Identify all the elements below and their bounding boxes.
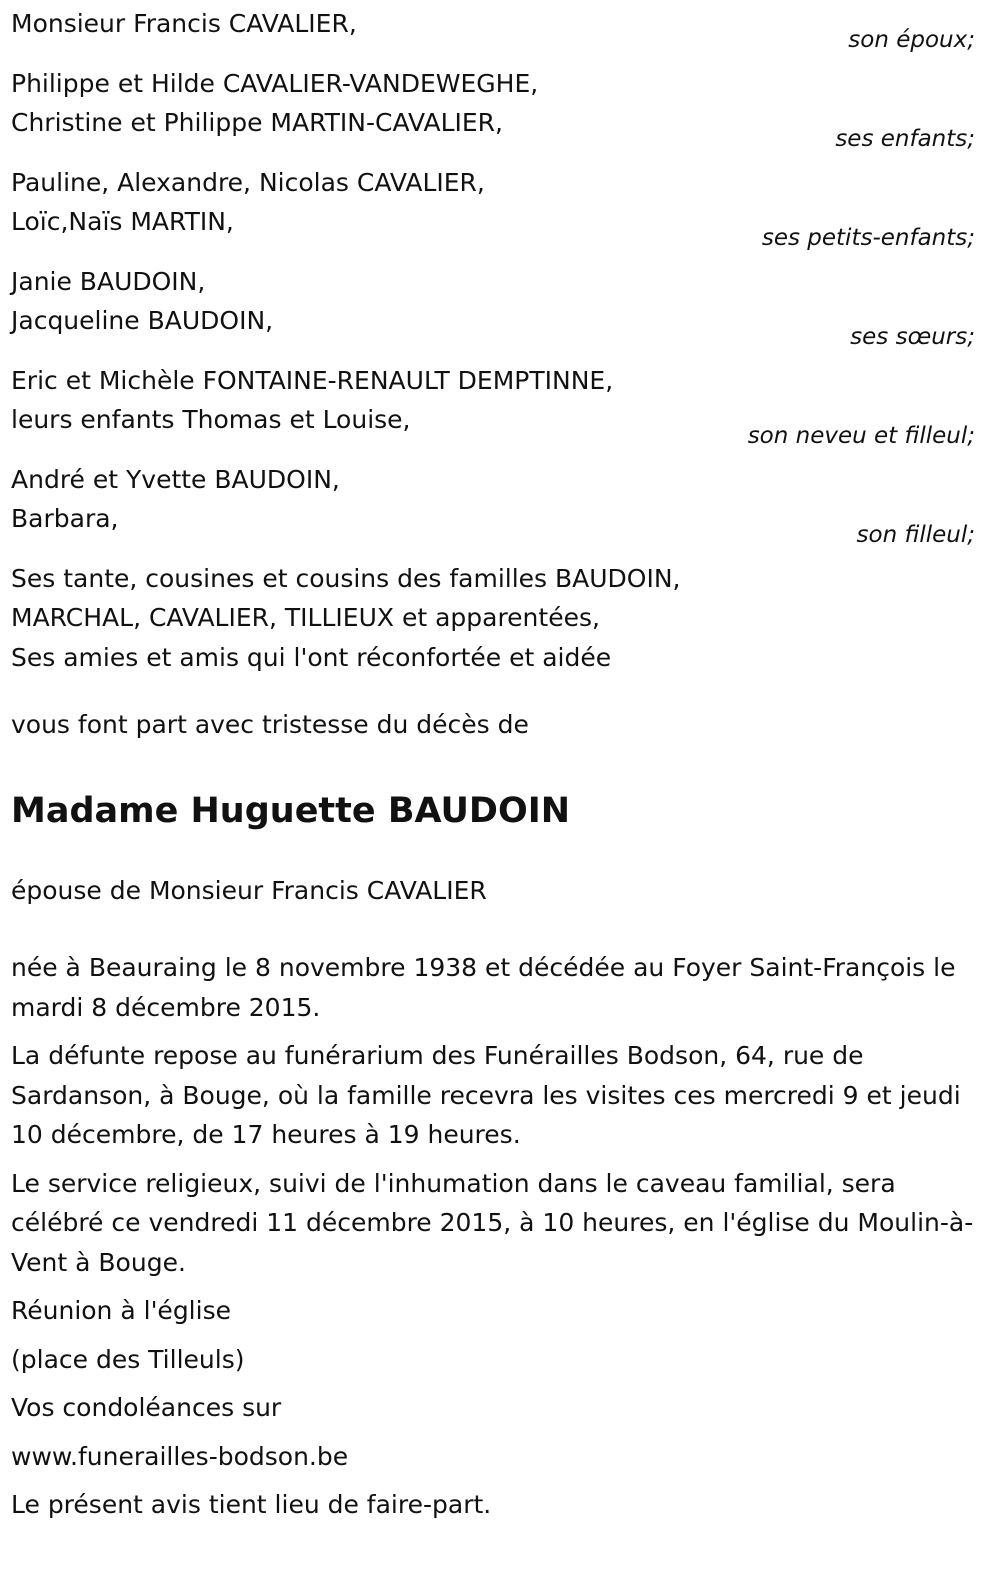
family-name-line: Loïc,Naïs MARTIN, xyxy=(11,207,234,236)
family-name-line: Christine et Philippe MARTIN-CAVALIER, xyxy=(11,108,503,137)
family-relation: ses enfants; xyxy=(835,125,975,152)
other-relatives-line: Ses tante, cousines et cousins des familles BAUDOIN, xyxy=(11,563,681,593)
spouse-line: épouse de Monsieur Francis CAVALIER xyxy=(11,875,487,905)
other-relatives-line: MARCHAL, CAVALIER, TILLIEUX et apparentées, xyxy=(11,603,600,632)
family-name-line: leurs enfants Thomas et Louise, xyxy=(11,405,411,434)
family-group-nephew xyxy=(11,361,975,448)
family-relation: son filleul; xyxy=(856,521,975,548)
family-name-line: Monsieur Francis CAVALIER, xyxy=(11,9,357,38)
family-group-godson xyxy=(11,460,975,547)
family-name-line: Janie BAUDOIN, xyxy=(11,266,206,296)
family-relation: son neveu et filleul; xyxy=(747,422,975,449)
family-name-line: Pauline, Alexandre, Nicolas CAVALIER, xyxy=(11,167,485,197)
meeting-place-line: (place des Tilleuls) xyxy=(11,1344,245,1374)
family-name-line: Philippe et Hilde CAVALIER-VANDEWEGHE, xyxy=(11,68,539,98)
family-group-sisters xyxy=(11,262,975,349)
family-relation: son époux; xyxy=(848,26,975,53)
family-name-line: Eric et Michèle FONTAINE-RENAULT DEMPTINNE, xyxy=(11,365,614,395)
deceased-name: Madame Huguette BAUDOIN xyxy=(11,790,571,831)
family-relation: ses sœurs; xyxy=(850,323,975,350)
announcement-text: vous font part avec tristesse du décès de xyxy=(11,710,529,739)
family-name-line: Barbara, xyxy=(11,504,119,533)
condolences-line: Vos condoléances sur xyxy=(11,1393,282,1422)
other-relatives-line: Ses amies et amis qui l'ont réconfortée et aidée xyxy=(11,642,612,672)
closing-line: Le présent avis tient lieu de faire-part. xyxy=(11,1490,492,1519)
family-name-line: Jacqueline BAUDOIN, xyxy=(11,306,274,335)
other-relatives xyxy=(11,559,975,678)
family-relation: ses petits-enfants; xyxy=(761,224,975,251)
website-link[interactable]: www.funerailles-bodson.be xyxy=(11,1441,349,1471)
visitation-paragraph: La défunte repose au funérarium des Funérailles Bodson, 64, rue de Sardanson, à Bouge, où la famille recevra les visites ces mercredi 9 et jeudi 10 décembre, de 17 heures à 19 heures. xyxy=(11,1041,961,1149)
family-group-children xyxy=(11,64,975,151)
family-group-spouse xyxy=(11,4,975,52)
service-paragraph: Le service religieux, suivi de l'inhumation dans le caveau familial, sera célébré ce vendredi 11 décembre 2015, à 10 heures, en l'église du Moulin-à-Vent à Bouge. xyxy=(11,1168,974,1277)
family-name-line: André et Yvette BAUDOIN, xyxy=(11,464,340,494)
birth-death-paragraph: née à Beauraing le 8 novembre 1938 et décédée au Foyer Saint-François le mardi 8 décembre 2015. xyxy=(11,953,956,1022)
meeting-line: Réunion à l'église xyxy=(11,1296,231,1325)
family-group-grandchildren xyxy=(11,163,975,250)
